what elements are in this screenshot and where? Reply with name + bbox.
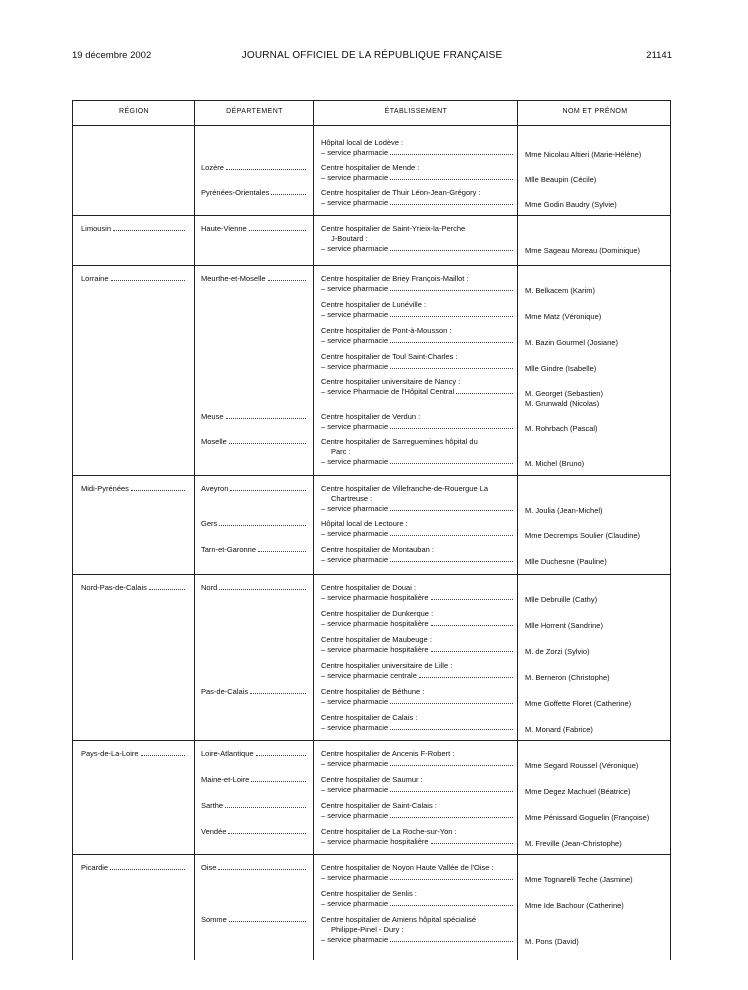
page-number: 21141	[646, 50, 672, 61]
establishment-line	[321, 645, 513, 655]
establishment-line	[321, 759, 513, 769]
department-cell-label: Moselle	[201, 437, 227, 446]
establishment-line	[321, 811, 513, 821]
dot-leader	[256, 749, 306, 756]
column-header-department: DÉPARTEMENT	[226, 108, 283, 115]
establishment-line: J-Boutard :	[331, 234, 368, 243]
dot-leader	[219, 519, 306, 526]
person-name: Mme Pénissard Goguelin (Françoise)	[525, 813, 650, 822]
establishment-line	[321, 529, 513, 539]
dot-leader	[390, 284, 513, 291]
department-cell-label: Haute-Vienne	[201, 224, 247, 233]
department-cell-label: Pyrénées-Orientales	[201, 188, 270, 197]
dot-leader	[431, 593, 513, 600]
person-name: Mme Segard Roussel (Véronique)	[525, 761, 639, 770]
establishment-line	[321, 387, 513, 397]
establishment-line: Centre hospitalier de Douai :	[321, 583, 417, 592]
department-cell-label: Vendée	[201, 827, 227, 836]
service-label: – service pharmacie	[321, 173, 389, 182]
department-cell-label: Oise	[201, 863, 217, 872]
dot-leader	[390, 198, 513, 205]
person-name: M. Rohrbach (Pascal)	[525, 424, 598, 433]
establishment-line: Centre hospitalier de Saint-Yrieix-la-Perche	[321, 224, 466, 233]
dot-leader	[390, 310, 513, 317]
establishment-line	[321, 837, 513, 847]
department-cell-label: Aveyron	[201, 484, 229, 493]
person-name: Mme Goffette Floret (Catherine)	[525, 699, 632, 708]
establishment-line: Centre hospitalier de Ancenis F-Robert :	[321, 749, 455, 758]
department-cell-label: Meuse	[201, 412, 224, 421]
establishment-line	[321, 619, 513, 629]
dot-leader	[390, 935, 513, 942]
department-cell	[201, 188, 306, 198]
service-label: – service pharmacie	[321, 529, 389, 538]
department-cell-label: Somme	[201, 915, 227, 924]
region-cell	[81, 749, 185, 759]
establishment-line: Centre hospitalier de Toul Saint-Charles :	[321, 352, 458, 361]
region-cell-label: Limousin	[81, 224, 112, 233]
dot-leader	[219, 583, 306, 590]
establishment-line: Chartreuse :	[331, 494, 373, 503]
service-label: – service pharmacie	[321, 244, 389, 253]
dot-leader	[141, 749, 185, 756]
region-cell	[81, 583, 185, 593]
person-name: Mme Godin Baudry (Sylvie)	[525, 200, 617, 209]
service-label: – service pharmacie	[321, 555, 389, 564]
service-label: – service pharmacie	[321, 935, 389, 944]
dot-leader	[390, 759, 513, 766]
department-cell	[201, 412, 306, 422]
appointments-table	[72, 100, 671, 960]
establishment-line	[321, 173, 513, 183]
dot-leader	[390, 899, 513, 906]
service-label: – service pharmacie	[321, 148, 389, 157]
service-label: – service pharmacie	[321, 198, 389, 207]
department-cell	[201, 775, 306, 785]
dot-leader	[229, 437, 306, 444]
person-name: Mlle Gindre (Isabelle)	[525, 364, 597, 373]
region-separator	[73, 740, 670, 741]
dot-leader	[390, 336, 513, 343]
column-divider	[517, 101, 518, 960]
dot-leader	[390, 457, 513, 464]
service-label: – service pharmacie	[321, 310, 389, 319]
establishment-line	[321, 244, 513, 254]
dot-leader	[111, 274, 185, 281]
person-name: M. Bazin Gourmel (Josiane)	[525, 338, 618, 347]
establishment-line	[321, 284, 513, 294]
dot-leader	[390, 529, 513, 536]
person-name: Mme Nicolau Altieri (Marie-Hélène)	[525, 150, 642, 159]
dot-leader	[258, 545, 306, 552]
establishment-line	[321, 422, 513, 432]
person-name: Mlle Beaupin (Cécile)	[525, 175, 597, 184]
service-label: – service pharmacie	[321, 336, 389, 345]
department-cell-label: Sarthe	[201, 801, 224, 810]
person-name: Mlle Duchesne (Pauline)	[525, 557, 607, 566]
dot-leader	[456, 387, 513, 394]
service-label: – service pharmacie	[321, 899, 389, 908]
service-label: – service pharmacie	[321, 362, 389, 371]
department-cell	[201, 519, 306, 529]
establishment-line: Centre hospitalier universitaire de Nancy :	[321, 377, 461, 386]
establishment-line	[321, 873, 513, 883]
establishment-line	[321, 671, 513, 681]
dot-leader	[131, 484, 185, 491]
column-header-establishment: ÉTABLISSEMENT	[384, 108, 448, 115]
establishment-line: Centre hospitalier de Briey François-Maillot :	[321, 274, 469, 283]
establishment-line	[321, 593, 513, 603]
service-label: – service Pharmacie de l'Hôpital Central	[321, 387, 455, 396]
establishment-line: Centre hospitalier de Saint-Calais :	[321, 801, 437, 810]
department-cell	[201, 801, 306, 811]
department-cell	[201, 583, 306, 593]
department-cell-label: Meurthe-et-Moselle	[201, 274, 266, 283]
service-label: – service pharmacie	[321, 422, 389, 431]
service-label: – service pharmacie	[321, 457, 389, 466]
column-header-region: RÉGION	[118, 108, 149, 115]
establishment-line	[321, 785, 513, 795]
region-cell-label: Picardie	[81, 863, 109, 872]
service-label: – service pharmacie	[321, 723, 389, 732]
dot-leader	[230, 484, 306, 491]
dot-leader	[249, 224, 306, 231]
department-cell	[201, 163, 306, 173]
dot-leader	[271, 188, 306, 195]
establishment-line: Centre hospitalier de La Roche-sur-Yon :	[321, 827, 457, 836]
service-label: – service pharmacie	[321, 284, 389, 293]
service-label: – service pharmacie	[321, 504, 389, 513]
dot-leader	[431, 645, 513, 652]
dot-leader	[390, 785, 513, 792]
service-label: – service pharmacie hospitalière	[321, 619, 429, 628]
dot-leader	[250, 687, 306, 694]
establishment-line: Centre hospitalier de Senlis :	[321, 889, 417, 898]
service-label: – service pharmacie	[321, 811, 389, 820]
person-name: M. Georget (Sebastien)	[525, 389, 603, 398]
department-cell	[201, 749, 306, 759]
service-label: – service pharmacie hospitalière	[321, 645, 429, 654]
dot-leader	[268, 274, 306, 281]
department-cell	[201, 863, 306, 873]
department-cell	[201, 827, 306, 837]
person-name: Mlle Horrent (Sandrine)	[525, 621, 603, 630]
person-name: M. Grunwald (Nicolas)	[525, 399, 600, 408]
dot-leader	[225, 801, 306, 808]
department-cell-label: Gers	[201, 519, 218, 528]
department-cell	[201, 915, 306, 925]
department-cell-label: Nord	[201, 583, 218, 592]
person-name: Mme Ide Bachour (Catherine)	[525, 901, 624, 910]
establishment-line	[321, 555, 513, 565]
establishment-line	[321, 697, 513, 707]
dot-leader	[390, 173, 513, 180]
region-cell	[81, 274, 185, 284]
journal-title: JOURNAL OFFICIEL DE LA RÉPUBLIQUE FRANÇAISE	[241, 50, 503, 61]
department-cell	[201, 545, 306, 555]
dot-leader	[390, 555, 513, 562]
dot-leader	[390, 422, 513, 429]
service-label: – service pharmacie hospitalière	[321, 593, 429, 602]
dot-leader	[390, 504, 513, 511]
person-name: M. Pons (David)	[525, 937, 579, 946]
service-label: – service pharmacie hospitalière	[321, 837, 429, 846]
dot-leader	[218, 863, 306, 870]
department-cell	[201, 484, 306, 494]
service-label: – service pharmacie centrale	[321, 671, 417, 680]
department-cell-label: Loire-Atlantique	[201, 749, 254, 758]
establishment-line	[321, 935, 513, 945]
dot-leader	[390, 873, 513, 880]
dot-leader	[251, 775, 306, 782]
establishment-line: Philippe-Pinel - Dury :	[331, 925, 404, 934]
department-cell	[201, 687, 306, 697]
establishment-line: Centre hospitalier de Villefranche-de-Rouergue La	[321, 484, 489, 493]
establishment-line: Centre hospitalier de Saumur :	[321, 775, 423, 784]
establishment-line: Hôpital local de Lectoure :	[321, 519, 408, 528]
region-cell-label: Lorraine	[81, 274, 109, 283]
region-separator	[73, 574, 670, 575]
dot-leader	[229, 915, 306, 922]
dot-leader	[149, 583, 185, 590]
service-label: – service pharmacie	[321, 785, 389, 794]
person-name: Mme Decremps Soulier (Claudine)	[525, 531, 641, 540]
establishment-line	[321, 336, 513, 346]
establishment-line	[321, 198, 513, 208]
dot-leader	[226, 412, 306, 419]
establishment-line	[321, 362, 513, 372]
establishment-line: Centre hospitalier de Pont-à-Mousson :	[321, 326, 452, 335]
publication-date: 19 décembre 2002	[72, 50, 152, 61]
dot-leader	[390, 697, 513, 704]
person-name: Mme Tognarelli Teche (Jasmine)	[525, 875, 633, 884]
department-cell	[201, 437, 306, 447]
establishment-line	[321, 899, 513, 909]
column-divider	[194, 101, 195, 960]
establishment-line: Centre hospitalier universitaire de Lille :	[321, 661, 453, 670]
dot-leader	[390, 723, 513, 730]
establishment-line: Centre hospitalier de Sarreguemines hôpital du	[321, 437, 478, 446]
person-name: M. de Zorzi (Sylvio)	[525, 647, 590, 656]
dot-leader	[110, 863, 185, 870]
person-name: Mme Matz (Véronique)	[525, 312, 602, 321]
dot-leader	[419, 671, 513, 678]
person-name: Mme Degez Machuel (Béatrice)	[525, 787, 631, 796]
establishment-line	[321, 723, 513, 733]
dot-leader	[390, 244, 513, 251]
establishment-line: Centre hospitalier de Amiens hôpital spécialisé	[321, 915, 477, 924]
dot-leader	[431, 837, 513, 844]
column-divider	[313, 101, 314, 960]
establishment-line: Centre hospitalier de Maubeuge :	[321, 635, 432, 644]
establishment-line: Centre hospitalier de Noyon Haute Vallée de l'Oise :	[321, 863, 494, 872]
establishment-line: Centre hospitalier de Montauban :	[321, 545, 434, 554]
person-name: M. Berneron (Christophe)	[525, 673, 610, 682]
service-label: – service pharmacie	[321, 697, 389, 706]
establishment-line	[321, 457, 513, 467]
dot-leader	[390, 362, 513, 369]
service-label: – service pharmacie	[321, 873, 389, 882]
region-cell	[81, 484, 185, 494]
establishment-line	[321, 148, 513, 158]
region-separator	[73, 854, 670, 855]
region-cell-label: Nord-Pas-de-Calais	[81, 583, 147, 592]
establishment-line: Centre hospitalier de Lunéville :	[321, 300, 427, 309]
service-label: – service pharmacie	[321, 759, 389, 768]
person-name: M. Joulia (Jean-Michel)	[525, 506, 603, 515]
dot-leader	[431, 619, 513, 626]
region-separator	[73, 265, 670, 266]
person-name: M. Michel (Bruno)	[525, 459, 585, 468]
region-cell-label: Midi-Pyrénées	[81, 484, 129, 493]
establishment-line: Centre hospitalier de Dunkerque :	[321, 609, 434, 618]
person-name: M. Monard (Fabrice)	[525, 725, 593, 734]
column-header-name: NOM ET PRÉNOM	[562, 108, 628, 115]
dot-leader	[228, 827, 306, 834]
department-cell-label: Lozère	[201, 163, 224, 172]
department-cell-label: Maine-et-Loire	[201, 775, 250, 784]
establishment-line: Centre hospitalier de Béthune :	[321, 687, 425, 696]
dot-leader	[390, 811, 513, 818]
department-cell-label: Tarn-et-Garonne	[201, 545, 257, 554]
region-separator	[73, 215, 670, 216]
page-header	[72, 50, 672, 64]
person-name: M. Belkacem (Karim)	[525, 286, 596, 295]
establishment-line: Hôpital local de Lodève :	[321, 138, 404, 147]
dot-leader	[390, 148, 513, 155]
person-name: Mlle Debruille (Cathy)	[525, 595, 598, 604]
person-name: M. Freville (Jean-Christophe)	[525, 839, 622, 848]
region-cell-label: Pays-de-La-Loire	[81, 749, 139, 758]
department-cell-label: Pas-de-Calais	[201, 687, 249, 696]
department-cell	[201, 224, 306, 234]
establishment-line	[321, 310, 513, 320]
person-name: Mme Sageau Moreau (Dominique)	[525, 246, 641, 255]
region-cell	[81, 863, 185, 873]
establishment-line: Centre hospitalier de Thuir Léon-Jean-Grégory :	[321, 188, 481, 197]
establishment-line	[321, 504, 513, 514]
table-header	[73, 101, 670, 126]
establishment-line: Centre hospitalier de Mende :	[321, 163, 420, 172]
region-cell	[81, 224, 185, 234]
department-cell	[201, 274, 306, 284]
dot-leader	[113, 224, 185, 231]
dot-leader	[226, 163, 306, 170]
establishment-line: Centre hospitalier de Calais :	[321, 713, 418, 722]
region-separator	[73, 475, 670, 476]
establishment-line: Centre hospitalier de Verdun :	[321, 412, 421, 421]
establishment-line: Parc :	[331, 447, 351, 456]
